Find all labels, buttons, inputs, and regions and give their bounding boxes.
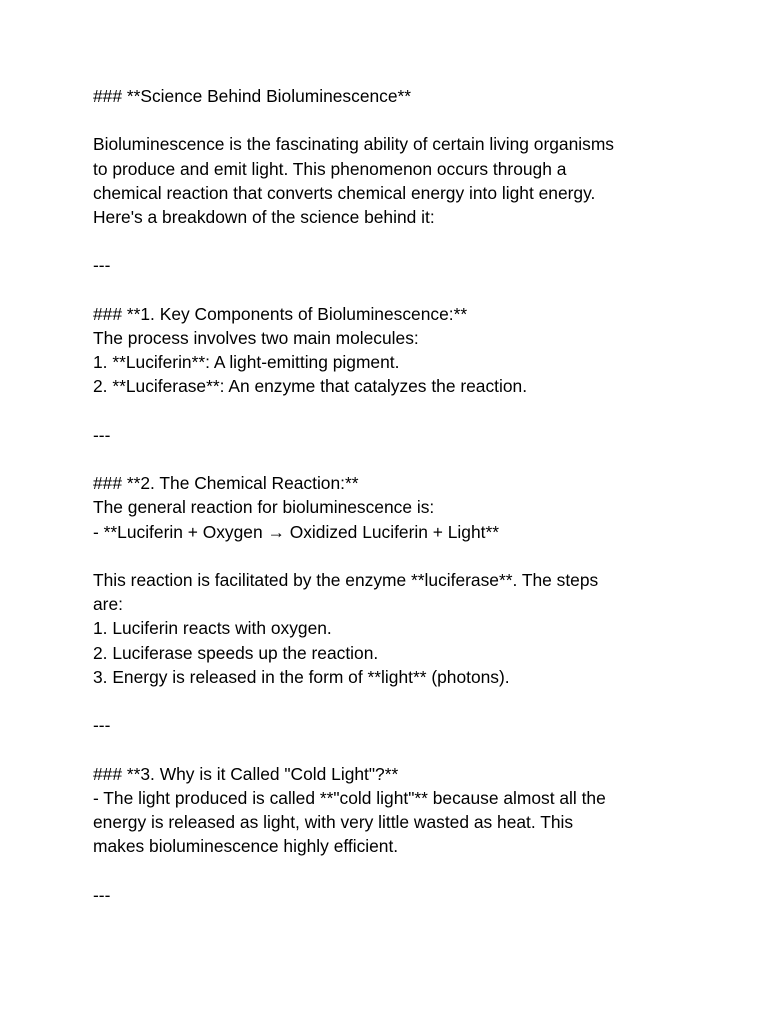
body-line: makes bioluminescence highly efficient. [93, 836, 399, 857]
body-line: are: [93, 594, 123, 615]
heading-science-behind-bioluminescence: ### **Science Behind Bioluminescence** [93, 86, 412, 106]
list-item: 2. Luciferase speeds up the reaction. [93, 642, 379, 663]
blank-line [93, 447, 693, 471]
body-line: This reaction is facilitated by the enzyme **luciferase**. The steps [93, 569, 599, 590]
reaction-equation: - **Luciferin + Oxygen → Oxidized Luciferin + Light** [93, 521, 499, 542]
heading-chemical-reaction: ### **2. The Chemical Reaction:** [93, 473, 359, 494]
blank-line [93, 278, 693, 302]
intro-paragraph-line: to produce and emit light. This phenomenon occurs through a [93, 158, 567, 179]
intro-paragraph-line: chemical reaction that converts chemical energy into light energy. [93, 182, 596, 203]
blank-line [93, 737, 693, 761]
blank-line [93, 399, 693, 423]
blank-line [93, 108, 693, 132]
section-divider: --- [93, 715, 111, 736]
blank-line [93, 689, 693, 713]
blank-line [93, 229, 693, 253]
list-item: 2. **Luciferase**: An enzyme that catalyzes the reaction. [93, 376, 528, 397]
list-item: 3. Energy is released in the form of **light** (photons). [93, 666, 510, 687]
heading-key-components: ### **1. Key Components of Bioluminescence:** [93, 303, 468, 324]
blank-line [93, 858, 693, 882]
body-line: energy is released as light, with very little wasted as heat. This [93, 811, 574, 832]
blank-line [93, 544, 693, 568]
body-line: - The light produced is called **"cold light"** because almost all the [93, 787, 606, 808]
body-line: The general reaction for bioluminescence is: [93, 497, 435, 518]
intro-paragraph-line: Here's a breakdown of the science behind it: [93, 207, 435, 227]
list-item: 1. Luciferin reacts with oxygen. [93, 618, 332, 639]
section-divider: --- [93, 424, 111, 445]
document-page [93, 84, 693, 907]
section-divider: --- [93, 884, 111, 905]
list-item: 1. **Luciferin**: A light-emitting pigment. [93, 352, 400, 373]
body-line: The process involves two main molecules: [93, 327, 419, 348]
section-divider: --- [93, 255, 111, 276]
intro-paragraph-line: Bioluminescence is the fascinating ability of certain living organisms [93, 134, 615, 155]
heading-cold-light: ### **3. Why is it Called "Cold Light"?** [93, 763, 399, 784]
